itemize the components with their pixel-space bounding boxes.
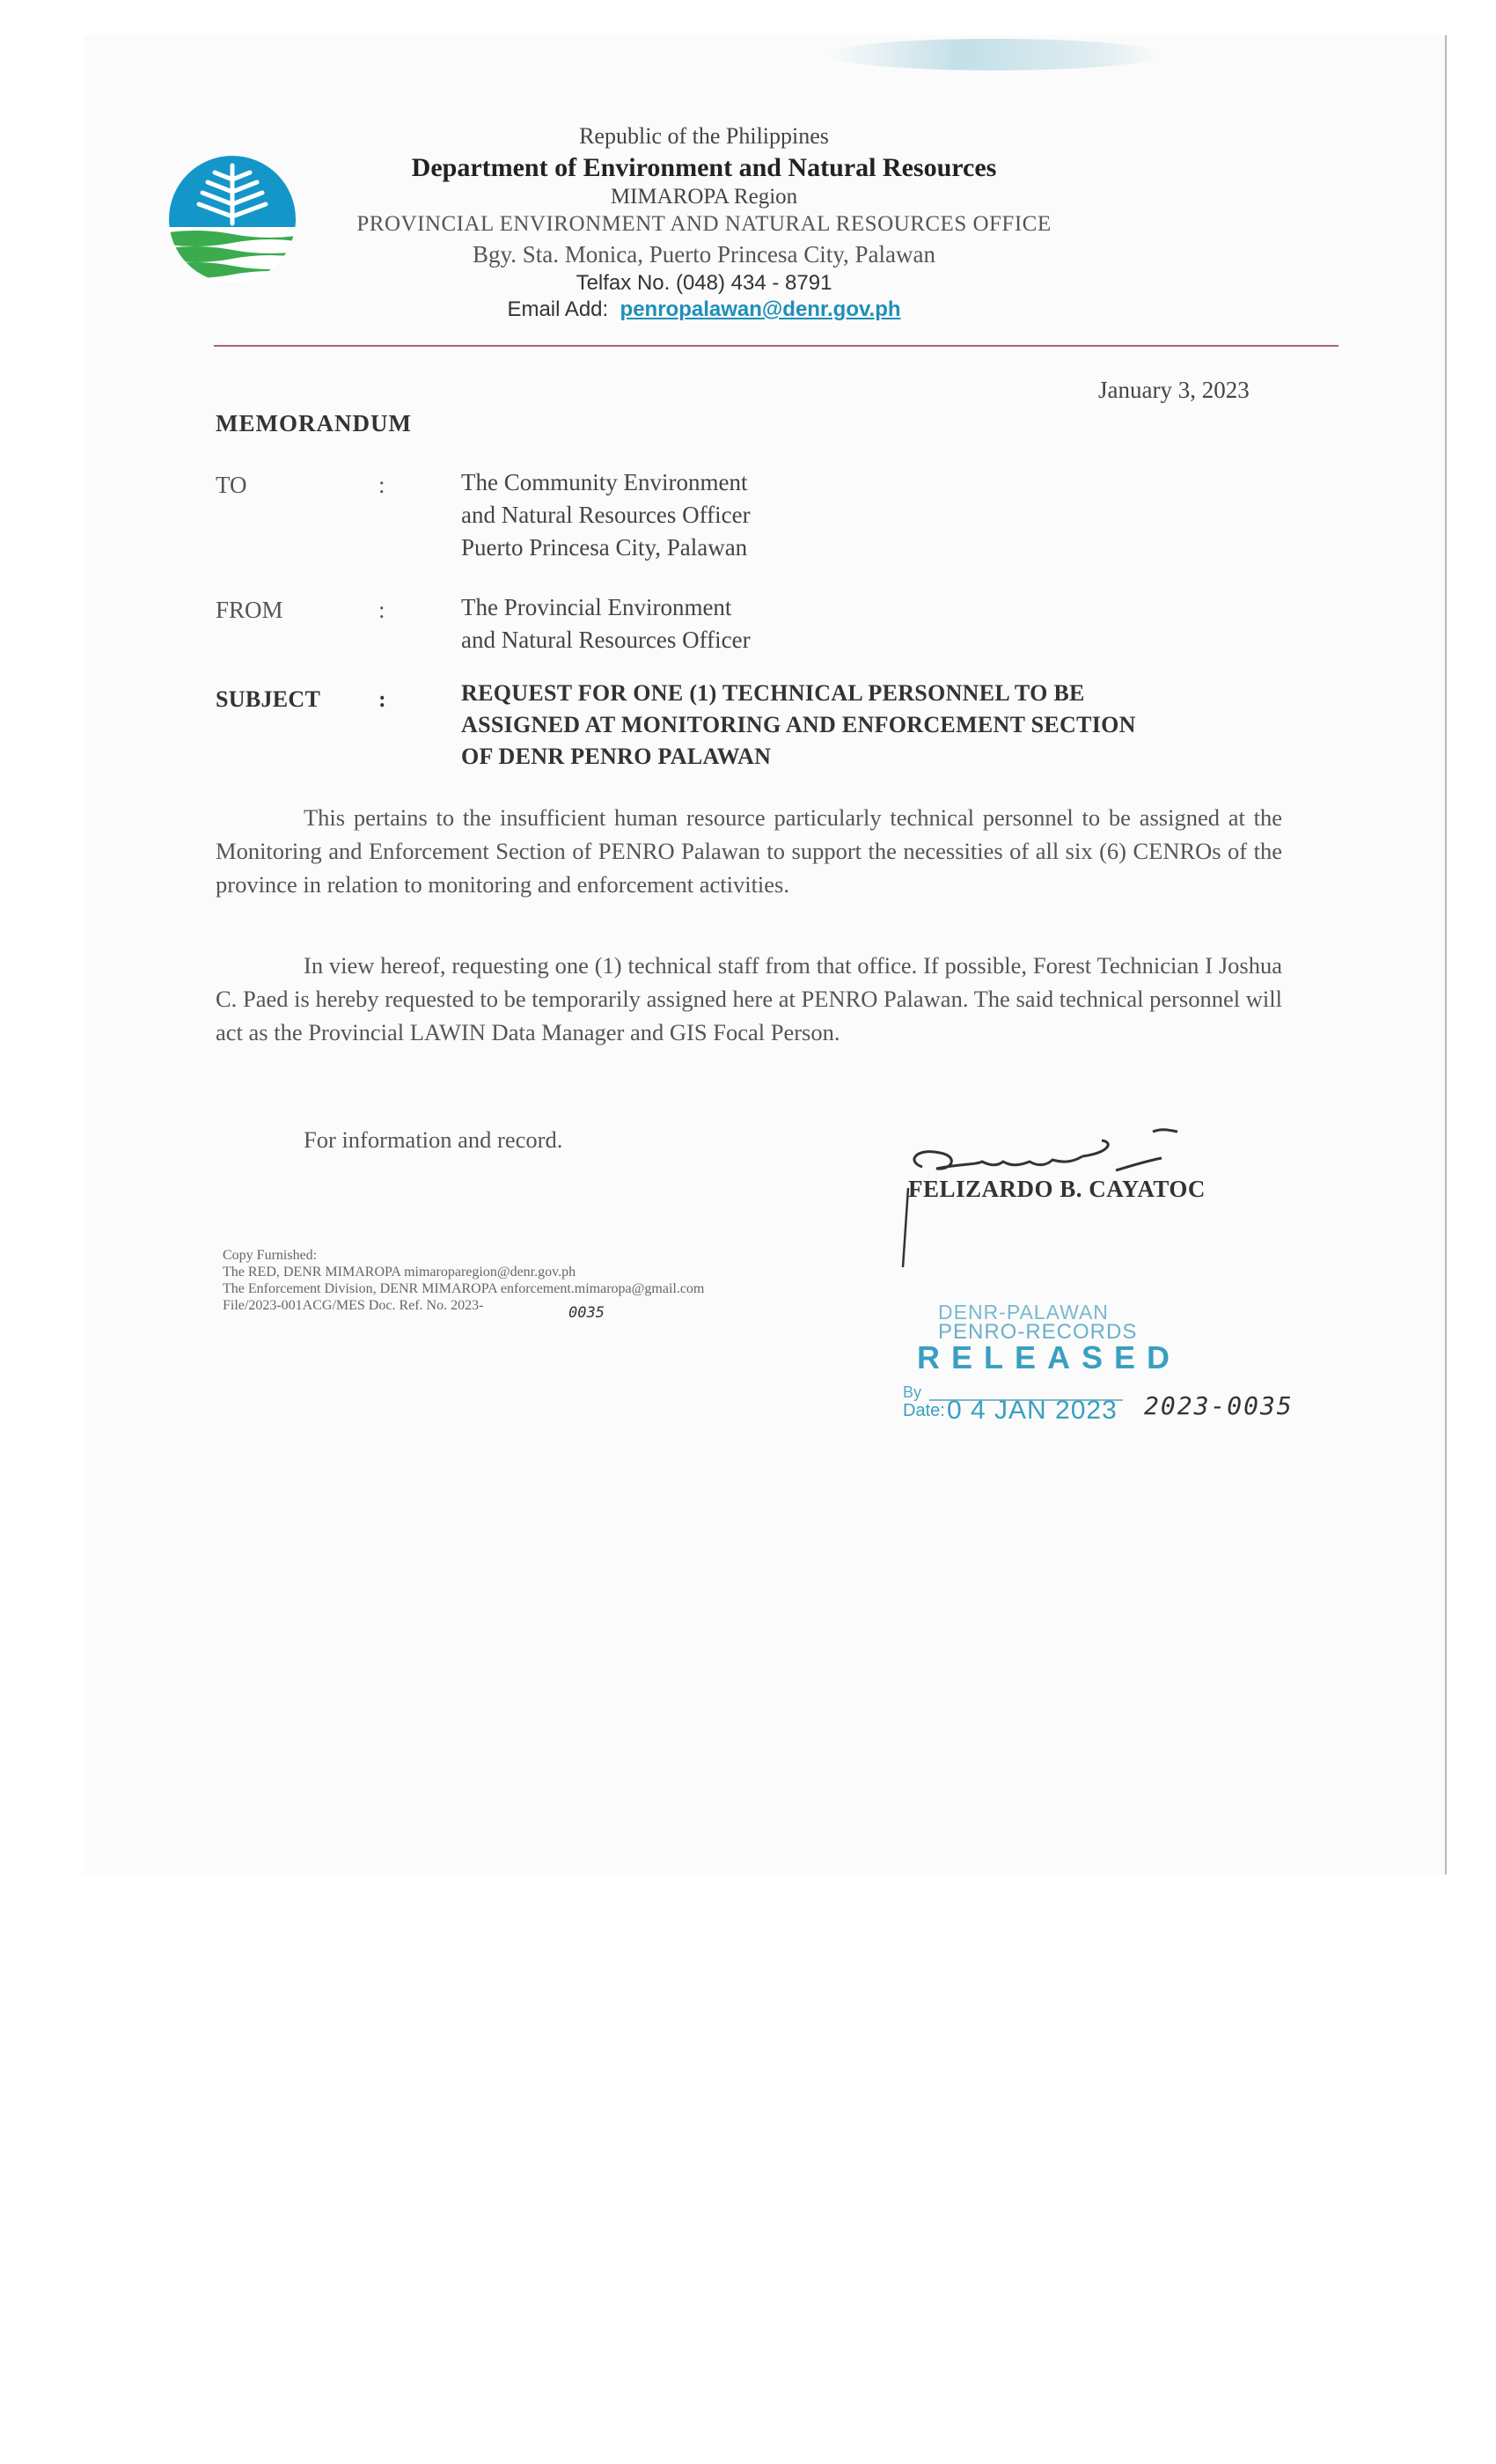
header-region: MIMAROPA Region <box>610 185 798 209</box>
copy-furnished-label: Copy Furnished: <box>223 1248 318 1263</box>
header-office: PROVINCIAL ENVIRONMENT AND NATURAL RESOURCES OFFICE <box>356 212 1052 236</box>
stamp-office: DENR-PALAWAN <box>938 1301 1109 1324</box>
to-line: The Community Environment <box>461 469 748 495</box>
subject-label: SUBJECT <box>216 686 321 712</box>
header-department: Department of Environment and Natural Resources <box>411 153 997 182</box>
copy-furnished-line: The RED, DENR MIMAROPA mimaroparegion@denr.gov.ph <box>223 1265 576 1280</box>
email-link[interactable]: penropalawan@denr.gov.ph <box>620 297 901 321</box>
header-divider <box>214 345 1338 347</box>
stamp-by-label: By <box>903 1383 922 1401</box>
to-label: TO <box>216 472 247 498</box>
from-line: The Provincial Environment <box>461 594 732 620</box>
to-line: Puerto Princesa City, Palawan <box>461 534 748 561</box>
copy-furnished-line: File/2023-001ACG/MES Doc. Ref. No. 2023- <box>223 1298 484 1313</box>
memo-title: MEMORANDUM <box>216 410 412 436</box>
from-block <box>461 591 751 656</box>
copy-furnished-line: The Enforcement Division, DENR MIMAROPA enforcement.mimaropa@gmail.com <box>223 1281 705 1296</box>
subject-line: ASSIGNED AT MONITORING AND ENFORCEMENT SECTION <box>461 712 1136 737</box>
stamp-date: 0 4 JAN 2023 <box>947 1396 1118 1425</box>
to-colon: : <box>378 472 385 498</box>
from-label: FROM <box>216 597 283 623</box>
header-telfax: Telfax No. (048) 434 - 8791 <box>576 271 832 295</box>
stamp-date-label: Date: <box>903 1401 945 1420</box>
from-line: and Natural Resources Officer <box>461 627 751 653</box>
stamp-released: RELEASED <box>917 1339 1182 1375</box>
email-label: Email Add: <box>507 297 609 321</box>
scan-smudge <box>827 39 1162 70</box>
paper-edge <box>1445 35 1447 1874</box>
subject-line: OF DENR PENRO PALAWAN <box>461 744 772 769</box>
memo-date: January 3, 2023 <box>1098 377 1250 403</box>
subject-line: REQUEST FOR ONE (1) TECHNICAL PERSONNEL TO BE <box>461 680 1085 706</box>
subject-colon: : <box>378 686 386 712</box>
handwritten-ref-number: 0035 <box>568 1304 605 1322</box>
header-email-row <box>264 297 1144 322</box>
handwritten-control-number: 2023-0035 <box>1144 1391 1294 1420</box>
to-line: and Natural Resources Officer <box>461 502 751 528</box>
body-paragraph: This pertains to the insufficient human resource particularly technical personnel to be assigned at the Monitoring and Enforcement Section of PENRO Palawan to support the necessities of all six (6) CENROs of the province in relation to monitoring and enforcement activities. <box>216 804 1282 898</box>
signatory-name: FELIZARDO B. CAYATOC <box>908 1176 1206 1202</box>
header-republic: Republic of the Philippines <box>579 123 829 149</box>
stamp-unit: PENRO-RECORDS <box>938 1320 1138 1344</box>
to-block <box>461 466 751 564</box>
closing-line: For information and record. <box>304 1126 563 1153</box>
header-address: Bgy. Sta. Monica, Puerto Princesa City, Palawan <box>473 241 935 268</box>
from-colon: : <box>378 597 385 623</box>
subject-block <box>461 678 1136 773</box>
body-paragraph: In view hereof, requesting one (1) technical staff from that office. If possible, Forest Technician I Joshua C. Paed is hereby requested to be temporarily assigned here at PENRO Palawan. The said technical personnel will act as the Provincial LAWIN Data Manager and GIS Focal Person. <box>216 952 1282 1045</box>
